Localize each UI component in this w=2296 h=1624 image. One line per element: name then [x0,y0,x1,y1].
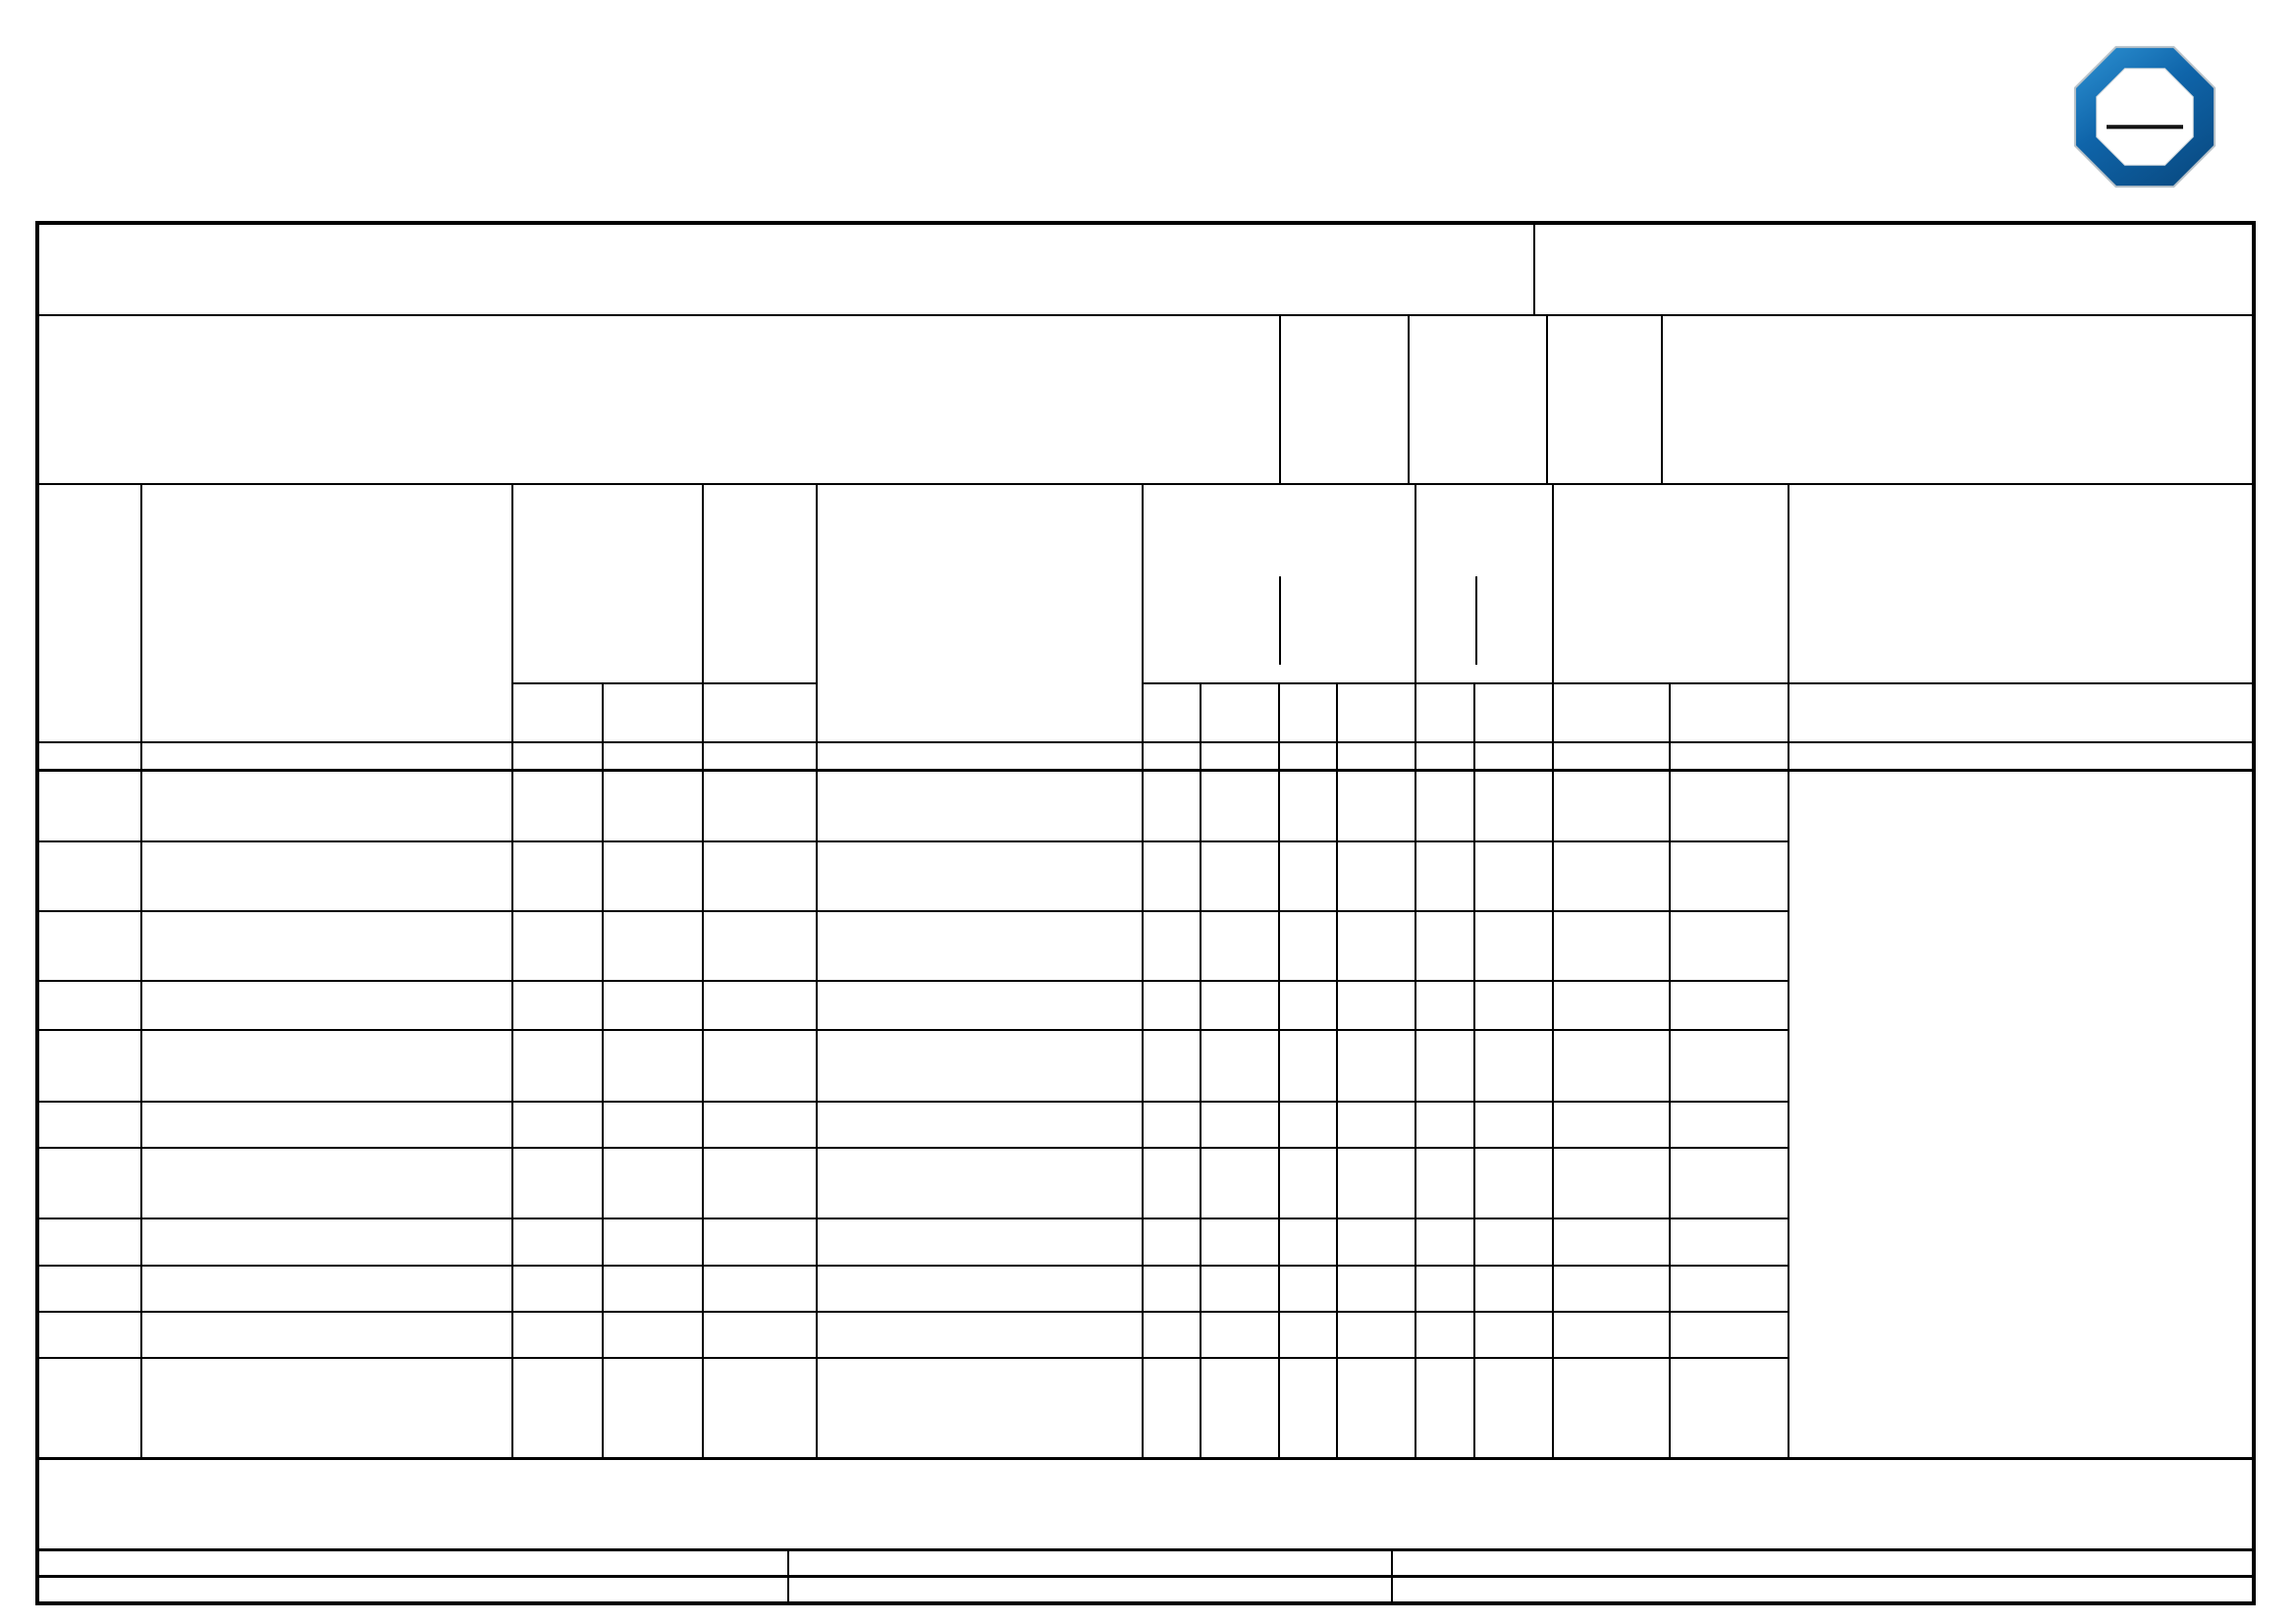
cell-weight-value [1474,1102,1553,1148]
cell-material [141,1266,512,1312]
footer-revision [787,1578,1391,1601]
colnum [1201,742,1279,770]
cell-weight-value [1474,911,1553,981]
subheader-weight-value [1474,683,1553,742]
header-delivery-condition [703,485,817,683]
cell-rules-nr [1670,1148,1789,1218]
cell-code [703,1358,817,1457]
cell-thickness-to [1201,1312,1279,1358]
footer-row-1 [39,1548,2252,1575]
cell-rules-art [1553,911,1670,981]
cell-diameter-from [1279,1266,1337,1312]
cell-code [703,981,817,1030]
cell-diameter-from [1279,1312,1337,1358]
tuv-sud-octagon-icon [2066,39,2223,194]
cell-diameter-from [1279,981,1337,1030]
cell-code [703,1148,817,1218]
header-diameter [1279,576,1415,665]
cell-no [39,911,141,981]
header-weight-units [1416,576,1475,665]
manufacturer-details [39,316,1279,483]
certificate-document [35,221,2256,1605]
footer-created [39,1551,787,1575]
colnum [1415,742,1474,770]
cell-spec-art [512,911,603,981]
cell-weight-value [1474,1218,1553,1266]
cell-weight-value [1474,981,1553,1030]
street-label [245,364,400,399]
cell-weight-unit [1415,770,1474,841]
cell-material [141,841,512,911]
cell-diameter-to [1337,981,1415,1030]
cell-diameter-from [1279,841,1337,911]
footer-file [39,1578,787,1601]
header-thickness [1144,576,1279,665]
colnum [817,742,1143,770]
cell-spec-art [512,1218,603,1266]
cell-spec-nr [603,911,703,981]
cell-weight-value [1474,1358,1553,1457]
header-report-no [1789,485,2252,683]
cell-weight-value [1474,1148,1553,1218]
cell-spec-art [512,841,603,911]
cell-spec-nr [603,1358,703,1457]
cell-material [141,1102,512,1148]
colnum [39,742,141,770]
cell-code [703,1312,817,1358]
cell-diameter-to [1337,841,1415,911]
cell-rules-art [1553,1358,1670,1457]
cell-spec-art [512,981,603,1030]
header-material-specification [512,485,703,683]
colnum [1279,742,1337,770]
cell-thickness-from [1143,1358,1201,1457]
annex-title [1533,225,2252,314]
subheader-remarks [1789,683,2252,742]
cell-thickness-from [1143,1266,1201,1312]
cell-rules-nr [1670,981,1789,1030]
header-dimensions [1143,485,1415,683]
cell-material [141,911,512,981]
cell-rules-art [1553,1266,1670,1312]
country-cell [1279,316,1408,483]
scope-table [39,485,2252,1457]
cell-thickness-to [1201,911,1279,981]
header-product [817,485,1143,742]
cell-product [817,911,1143,981]
cell-rules-nr [1670,1358,1789,1457]
cell-code [703,770,817,841]
cell-no [39,841,141,911]
colnum [1474,742,1553,770]
logo-divider [2107,125,2183,129]
cell-rules-nr [1670,770,1789,841]
cell-code [703,911,817,981]
cell-spec-art [512,1266,603,1312]
cell-diameter-to [1337,1030,1415,1102]
cell-no [39,1030,141,1102]
date-cell [1408,316,1546,483]
cell-spec-nr [603,1102,703,1148]
name-label [245,330,400,364]
cell-weight-unit [1415,1358,1474,1457]
cell-product [817,1358,1143,1457]
cell-rules-nr [1670,1266,1789,1312]
cell-rules-nr [1670,1312,1789,1358]
cell-code [703,1030,817,1102]
cell-thickness-to [1201,1030,1279,1102]
city-value [400,433,1279,467]
cell-no [39,1358,141,1457]
subheader-spec-nr [603,683,703,742]
subheader-thickness-from [1143,683,1201,742]
cell-material [141,1312,512,1358]
cell-diameter-to [1337,1312,1415,1358]
subheader-code [703,683,817,742]
subheader-diameter-from [1279,683,1337,742]
cell-no [39,1102,141,1148]
cell-diameter-to [1337,911,1415,981]
cell-code [703,841,817,911]
cell-weight-value [1474,770,1553,841]
cell-diameter-to [1337,1358,1415,1457]
cell-spec-nr [603,841,703,911]
cell-diameter-to [1337,1102,1415,1148]
cell-thickness-to [1201,841,1279,911]
colnum [141,742,512,770]
cell-weight-unit [1415,841,1474,911]
manufacturer-label-en [49,364,245,399]
tuv-sud-logo [2061,39,2228,201]
cell-thickness-from [1143,1218,1201,1266]
cell-product [817,841,1143,911]
cell-diameter-from [1279,911,1337,981]
cell-thickness-to [1201,1148,1279,1218]
cell-no [39,1148,141,1218]
cell-weight-value [1474,1266,1553,1312]
subheader-thickness-to [1201,683,1279,742]
cell-code [703,1218,817,1266]
cell-rules-art [1553,1218,1670,1266]
cell-material [141,770,512,841]
cell-weight-unit [1415,981,1474,1030]
cell-spec-nr [603,1312,703,1358]
cell-thickness-to [1201,1218,1279,1266]
cell-thickness-to [1201,1358,1279,1457]
scope-title [39,225,1533,314]
name-value [400,330,1279,364]
remarks-cell [1789,770,2252,1457]
certification-body-cell [1661,316,2252,483]
page-number-cell [1546,316,1661,483]
cell-spec-nr [603,1266,703,1312]
cell-thickness-from [1143,1030,1201,1102]
cell-thickness-from [1143,981,1201,1030]
cell-rules-art [1553,770,1670,841]
cell-diameter-from [1279,1358,1337,1457]
cell-product [817,1312,1143,1358]
subheader-rules-nr [1670,683,1789,742]
cell-spec-nr [603,1030,703,1102]
colnum [1789,742,2252,770]
cell-weight-unit [1415,1266,1474,1312]
explanation-label [49,1469,267,1548]
header-weight [1415,485,1553,683]
cell-rules-nr [1670,1102,1789,1148]
colnum [1337,742,1415,770]
header-technical-rules [1553,485,1789,683]
cell-thickness-from [1143,1102,1201,1148]
cell-weight-unit [1415,1030,1474,1102]
table-row [39,770,2252,841]
cell-spec-nr [603,1148,703,1218]
header-weight-title [1416,503,1552,559]
header-dimensions-title [1144,503,1415,559]
subheader-diameter-to [1337,683,1415,742]
cell-thickness-from [1143,1312,1201,1358]
cell-weight-value [1474,1030,1553,1102]
colnum [512,742,603,770]
cell-product [817,981,1143,1030]
cell-thickness-from [1143,911,1201,981]
cell-thickness-from [1143,770,1201,841]
footer-page [1391,1551,2252,1575]
cell-rules-art [1553,1148,1670,1218]
cell-material [141,1030,512,1102]
cell-diameter-to [1337,770,1415,841]
cell-rules-art [1553,981,1670,1030]
cell-spec-art [512,1148,603,1218]
cell-diameter-to [1337,1218,1415,1266]
header-no [39,485,141,742]
header-material-designation [141,485,512,742]
cell-no [39,1312,141,1358]
cell-product [817,1218,1143,1266]
cell-spec-art [512,770,603,841]
colnum [1553,742,1670,770]
cell-material [141,1218,512,1266]
cell-material [141,1148,512,1218]
street-value-line1 [400,364,1279,399]
cell-rules-nr [1670,1218,1789,1266]
remarks-pma-note [1789,801,2252,807]
cell-diameter-to [1337,1266,1415,1312]
cell-product [817,1030,1143,1102]
cell-diameter-from [1279,1030,1337,1102]
cell-diameter-from [1279,1102,1337,1148]
cell-material [141,1358,512,1457]
cell-spec-nr [603,1218,703,1266]
cell-rules-nr [1670,841,1789,911]
cell-product [817,1102,1143,1148]
title-row [39,225,2252,316]
column-numbers-row [39,742,2252,770]
cell-thickness-to [1201,981,1279,1030]
cell-weight-value [1474,841,1553,911]
cell-code [703,1266,817,1312]
manufacturer-label-de [49,330,245,364]
cell-rules-nr [1670,1030,1789,1102]
cell-diameter-from [1279,1148,1337,1218]
cell-diameter-to [1337,1148,1415,1218]
cell-no [39,981,141,1030]
cell-spec-art [512,1030,603,1102]
explanation-legend [267,1469,2252,1548]
cell-product [817,770,1143,841]
cell-weight-unit [1415,1218,1474,1266]
cell-rules-art [1553,1312,1670,1358]
cell-spec-art [512,1102,603,1148]
manufacturer-row [39,316,2252,485]
cell-no [39,1266,141,1312]
cell-weight-unit [1415,1312,1474,1358]
cell-diameter-from [1279,1218,1337,1266]
colnum [1670,742,1789,770]
cell-rules-art [1553,1030,1670,1102]
cell-rules-art [1553,841,1670,911]
cell-no [39,770,141,841]
footer-approved [787,1551,1391,1575]
cell-code [703,1102,817,1148]
colnum [703,742,817,770]
subheader-rules-art [1553,683,1670,742]
street-value-line2 [400,399,1279,433]
footer-row-2 [39,1575,2252,1601]
cell-product [817,1148,1143,1218]
footer-copyright [1391,1578,2252,1601]
colnum [603,742,703,770]
cell-weight-unit [1415,1148,1474,1218]
cell-thickness-to [1201,770,1279,841]
cell-spec-nr [603,981,703,1030]
cell-rules-nr [1670,911,1789,981]
subheader-weight-arrow-icon [1415,683,1474,742]
cell-weight-unit [1415,911,1474,981]
cell-diameter-from [1279,770,1337,841]
colnum [1143,742,1201,770]
table-header [39,485,2252,770]
cell-no [39,1218,141,1266]
cell-weight-unit [1415,1102,1474,1148]
cell-thickness-from [1143,1148,1201,1218]
table-body [39,770,2252,1457]
cell-spec-art [512,1312,603,1358]
cell-rules-art [1553,1102,1670,1148]
cell-material [141,981,512,1030]
subheader-spec-art [512,683,603,742]
cell-thickness-to [1201,1102,1279,1148]
cell-thickness-to [1201,1266,1279,1312]
cell-spec-nr [603,770,703,841]
cell-spec-art [512,1358,603,1457]
cell-product [817,1266,1143,1312]
explanation-section [39,1457,2252,1548]
cell-thickness-from [1143,841,1201,911]
city-label [245,433,400,467]
cell-weight-value [1474,1312,1553,1358]
